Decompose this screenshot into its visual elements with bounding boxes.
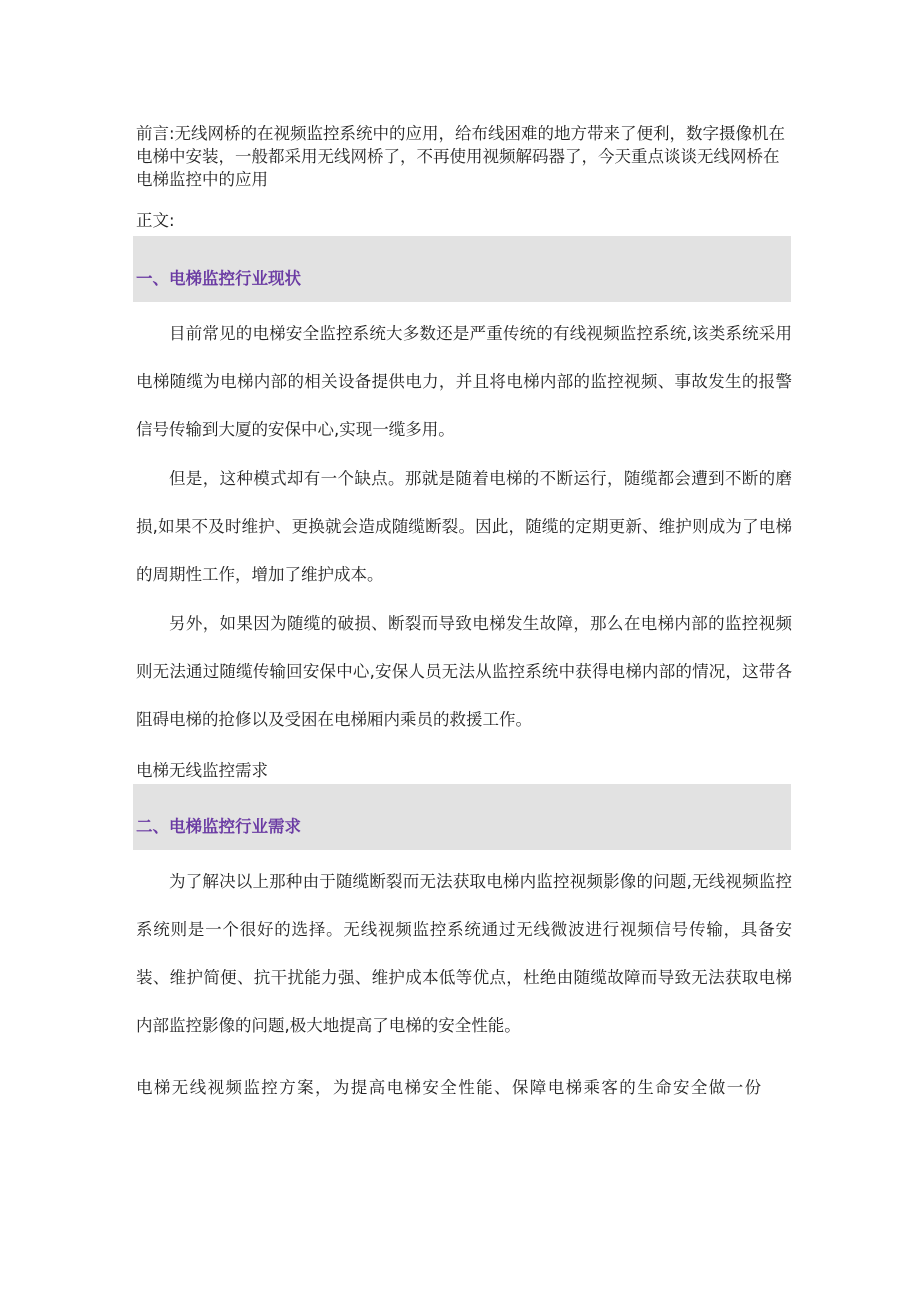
intro-paragraph: 前言:无线网桥的在视频监控系统中的应用，给布线困难的地方带来了便利，数字摄像机在电梯中安装，一般都采用无线网桥了，不再使用视频解码器了，今天重点谈谈无线网桥在电梯监控中的应用 [136,124,786,189]
section-1-paragraph-3: 另外，如果因为随缆的破损、断裂而导致电梯发生故障，那么在电梯内部的监控视频则无法通过随缆传输回安保中心,安保人员无法从监控系统中获得电梯内部的情况，这带各阻碍电梯的抢修以及受困在电梯厢内乘员的救援工作。 [136,614,792,729]
section-1-title: 一、电梯监控行业现状 [136,269,301,288]
section-1-paragraph-2: 但是，这种模式却有一个缺点。那就是随着电梯的不断运行，随缆都会遭到不断的磨损,如果不及时维护、更换就会造成随缆断裂。因此，随缆的定期更新、维护则成为了电梯的周期性工作，增加了维护成本。 [136,469,792,584]
body-label: 正文: [136,211,175,230]
subheading: 电梯无线监控需求 [136,761,268,780]
section-1-paragraph-1: 目前常见的电梯安全监控系统大多数还是严重传统的有线视频监控系统,该类系统采用电梯随缆为电梯内部的相关设备提供电力，并且将电梯内部的监控视频、事故发生的报警信号传输到大厦的安保中心,实现一缆多用。 [136,324,792,439]
section-2-paragraph-1: 为了解决以上那种由于随缆断裂而无法获取电梯内监控视频影像的问题,无线视频监控系统则是一个很好的选择。无线视频监控系统通过无线微波进行视频信号传输，具备安装、维护简便、抗干扰能力强、维护成本低等优点，杜绝由随缆故障而导致无法获取电梯内部监控影像的问题,极大地提高了电梯的安全性能。 [136,872,792,1035]
section-2-title: 二、电梯监控行业需求 [136,817,301,836]
closing-paragraph: 电梯无线视频监控方案，为提高电梯安全性能、保障电梯乘客的生命安全做一份 [136,1078,763,1097]
